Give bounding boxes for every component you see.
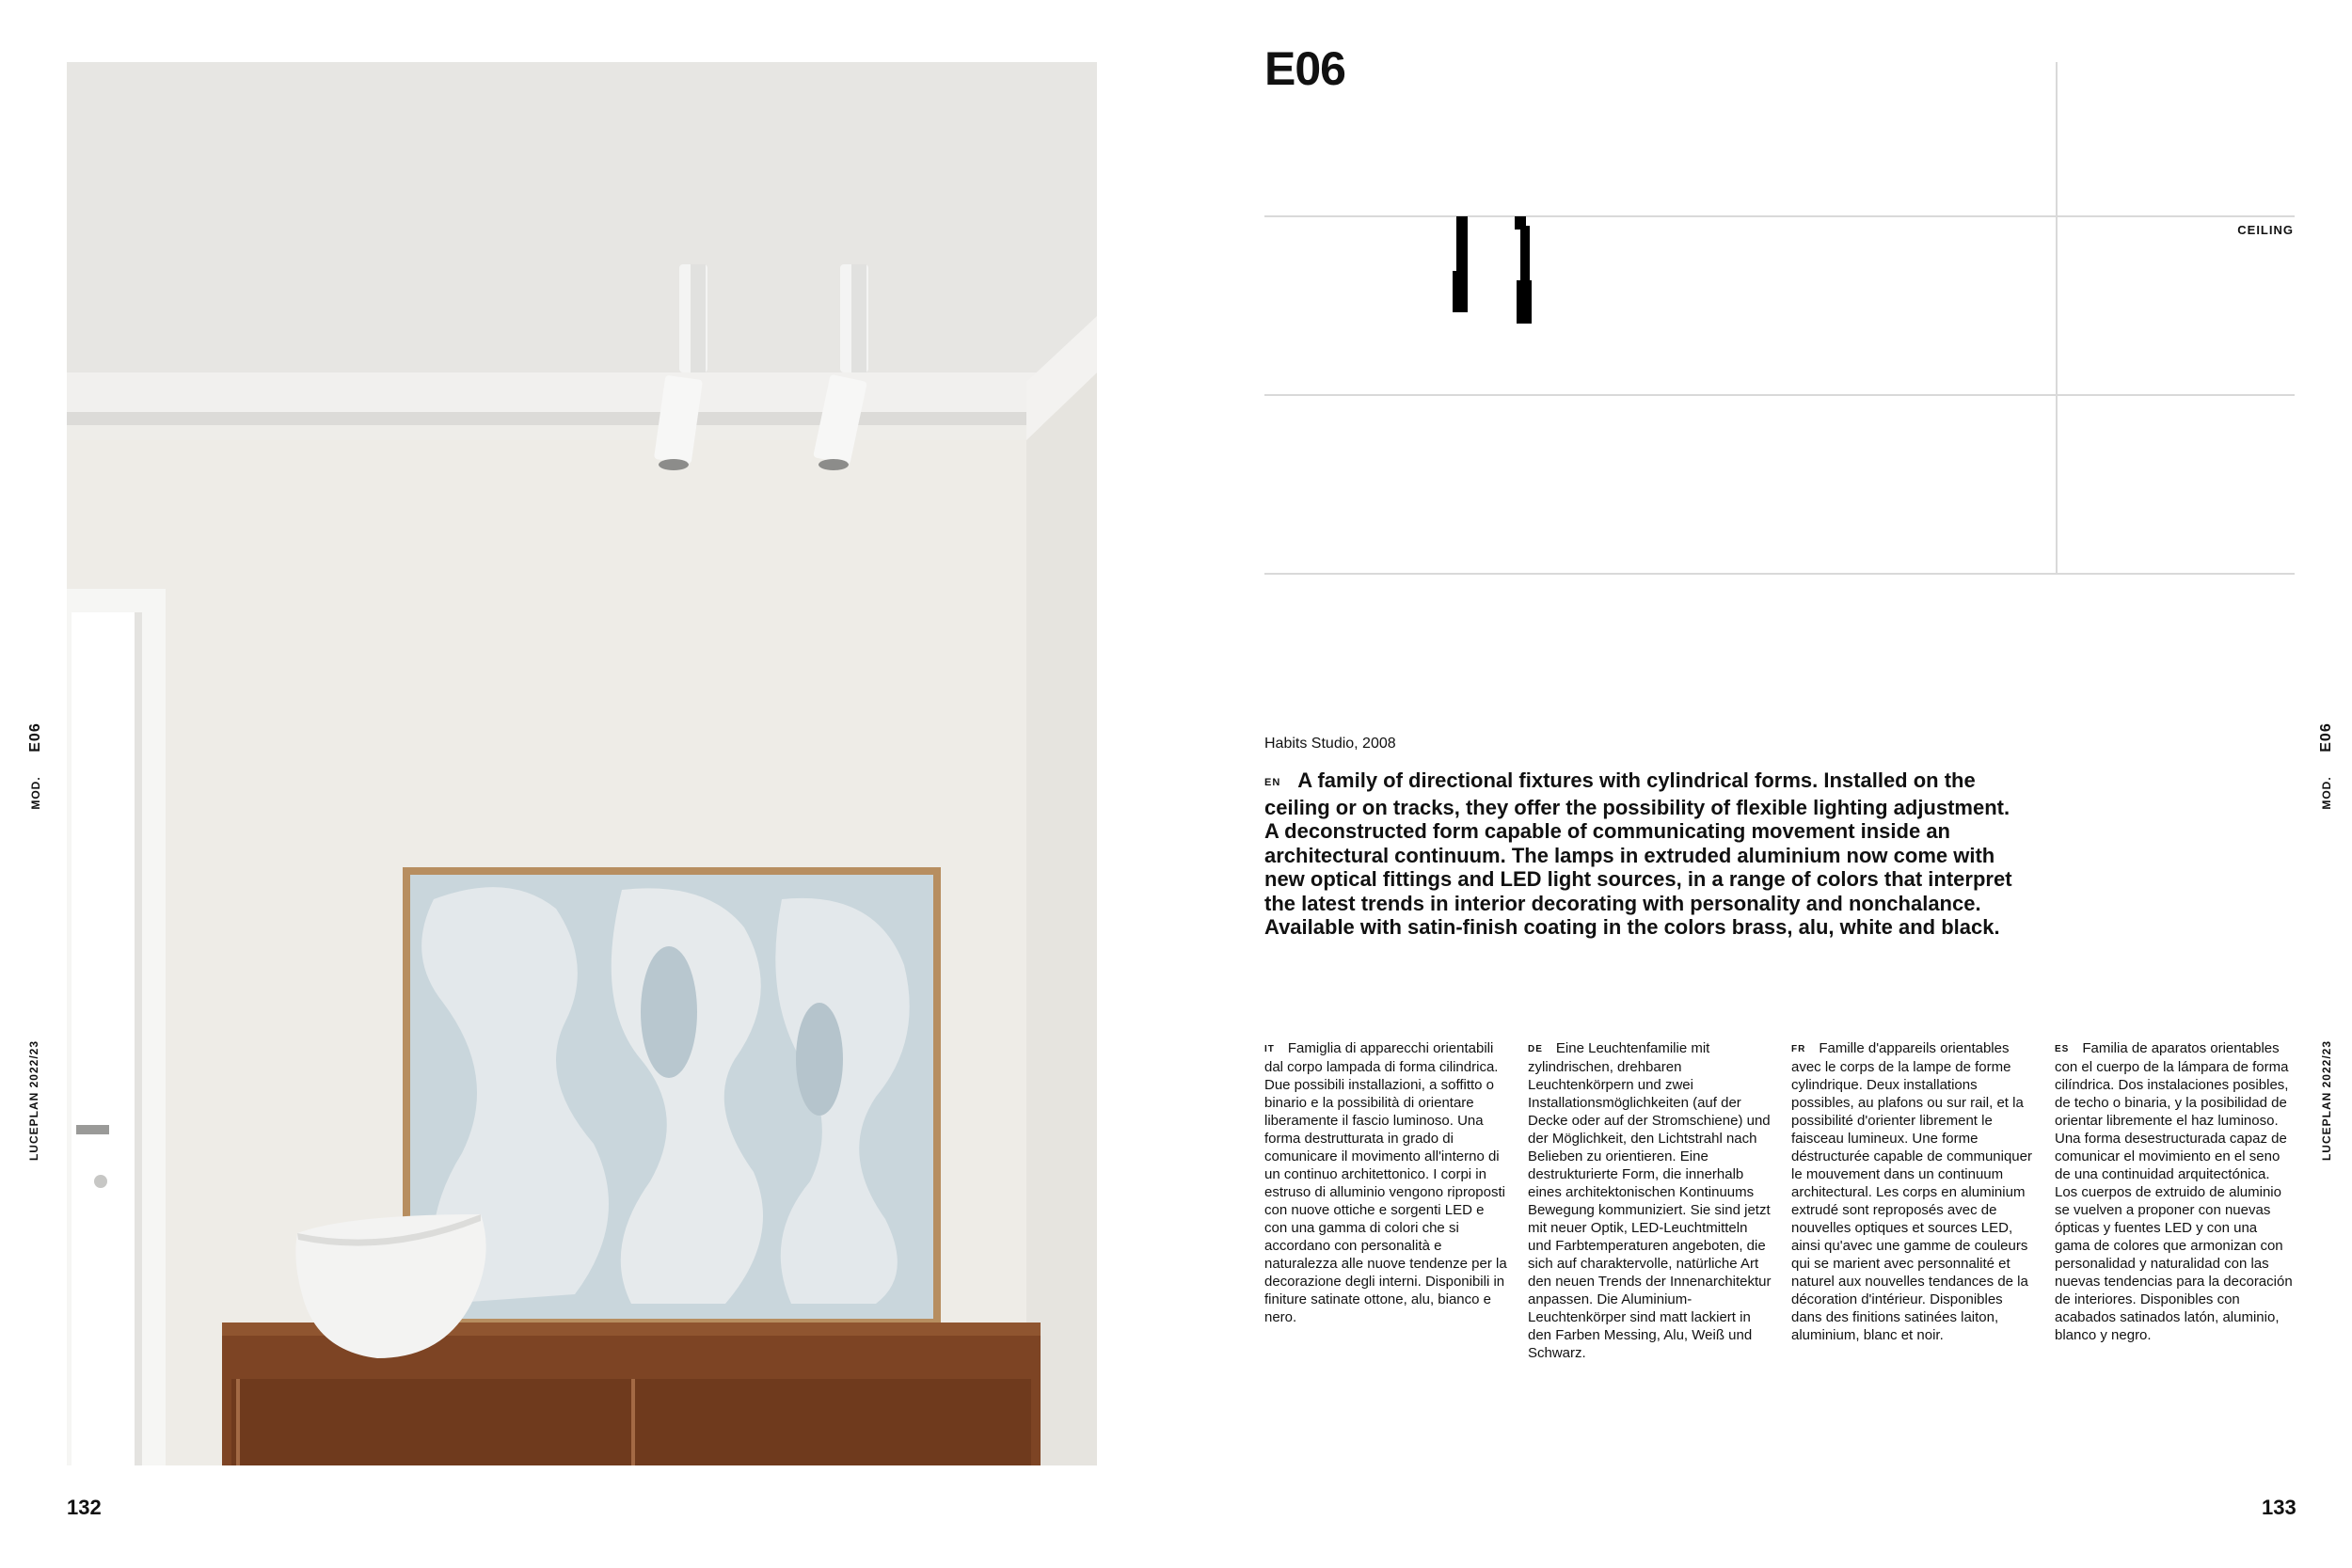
- grid-vertical-line: [2056, 62, 2058, 574]
- side-label-model-right: E06: [2318, 722, 2334, 752]
- grid-line-top: [1264, 215, 2295, 217]
- description-es: [2055, 1039, 2295, 1344]
- description-es-text: Familia de aparatos orientables con el cuerpo de la lámpara de forma cilíndrica. Dos instalaciones posibles, de techo o binaria, y la posibilidad de orientar libremente el haz luminoso. Una forma desestructurada capaz de comunicar el movimiento en el seno de una continuidad arquitectónica. Los cuerpos de extruido de aluminio se vuelven a proponer con nuevas ópticas y fuentes LED y con una gama de colores que armonizan con personalidad y naturalidad con las nuevas tendencias para la decoración de interiores. Disponibles con acabados satinados latón, aluminio, blanco y negro.: [2055, 1040, 2293, 1343]
- lang-tag-es: ES: [2055, 1044, 2070, 1054]
- description-de-text: Eine Leuchtenfamilie mit zylindrischen, drehbaren Leuchtenkörpern und zwei Installationsmöglichkeiten (auf der Decke oder auf der Stromschiene) und der Möglichkeit, den Lichtstrahl nach Belieben zu orientieren. Eine destrukturierte Form, die innerhalb eines architektonischen Kontinuums Bewegung kommuniziert. Sie sind jetzt mit neuer Optik, LED-Leuchtmitteln und Farbtemperaturen angeboten, die sich auf charaktervolle, natürliche Art den neuen Trends der Innenarchitektur anpassen. Die Aluminium-Leuchtenkörper sind matt lackiert in den Farben Messing, Alu, Weiß und Schwarz.: [1528, 1040, 1772, 1361]
- side-label-mod-right: MOD.: [2320, 776, 2333, 810]
- description-it-text: Famiglia di apparecchi orientabili dal corpo lampada di forma cilindrica. Due possibili installazioni, a soffitto o binario e la possibilità di orientare liberamente il fascio luminoso. Una forma destrutturata in grado di comunicare il movimento all'interno di un continuo architettonico. I corpi in estruso di alluminio vengono riproposti con nuove ottiche e sorgenti LED e con una gamma di colori che si accordano con personalità e naturalezza alle nuove tendenze per la decorazione degli interni. Disponibili in finiture satinate ottone, alu, bianco e nero.: [1264, 1040, 1507, 1325]
- lang-tag-it: IT: [1264, 1044, 1275, 1054]
- lang-tag-de: DE: [1528, 1044, 1543, 1054]
- description-en-text: A family of directional fixtures with cylindrical forms. Installed on the ceiling or on tracks, they offer the possibility of flexible lighting adjustment. A deconstructed form capable of communicating movement inside an architectural continuum. The lamps in extruded aluminium now come with new optical fittings and LED light sources, in a range of colors that interpret the latest trends in interior decorating with personality and nonchalance. Available with satin-finish coating in the colors brass, alu, white and black.: [1264, 768, 2012, 939]
- interior-scene-illustration: [67, 62, 1097, 1465]
- page-number-right: 133: [2262, 1496, 2296, 1519]
- product-silhouette-icon: [1449, 216, 1543, 329]
- side-label-mod-left: MOD.: [29, 776, 42, 810]
- designer-year: Habits Studio, 2008: [1264, 736, 1396, 752]
- lang-tag-en: EN: [1264, 777, 1281, 788]
- page-number-left: 132: [67, 1496, 102, 1519]
- description-en: [1264, 768, 2026, 940]
- grid-line-middle: [1264, 394, 2295, 396]
- side-label-model-left: E06: [27, 722, 43, 752]
- description-fr-text: Famille d'appareils orientables avec le corps de la lampe de forme cylindrique. Deux installations possibles, au plafons ou sur rail, et la possibilité d'orienter librement le faisceau lumineux. Une forme déstructurée capable de communiquer le mouvement dans un continuum architectural. Les corps en aluminium extrudé sont reproposés avec de nouvelles optiques et sources LED, ainsi qu'avec une gamme de couleurs qui se marient avec personnalité et naturel aux nouvelles tendances de la décoration d'intérieur. Disponibles dans des finitions satinées laiton, aluminium, blanc et noir.: [1791, 1040, 2032, 1343]
- grid-line-bottom: [1264, 573, 2295, 575]
- mount-type-label: CEILING: [2237, 223, 2294, 237]
- model-title: E06: [1264, 42, 1345, 95]
- description-fr: [1791, 1039, 2036, 1344]
- side-label-brand-right: LUCEPLAN 2022/23: [2320, 1039, 2333, 1162]
- side-label-brand-left: LUCEPLAN 2022/23: [27, 1039, 40, 1162]
- description-it: [1264, 1039, 1509, 1326]
- lang-tag-fr: FR: [1791, 1044, 1806, 1054]
- interior-photo: [67, 62, 1097, 1465]
- description-de: [1528, 1039, 1772, 1362]
